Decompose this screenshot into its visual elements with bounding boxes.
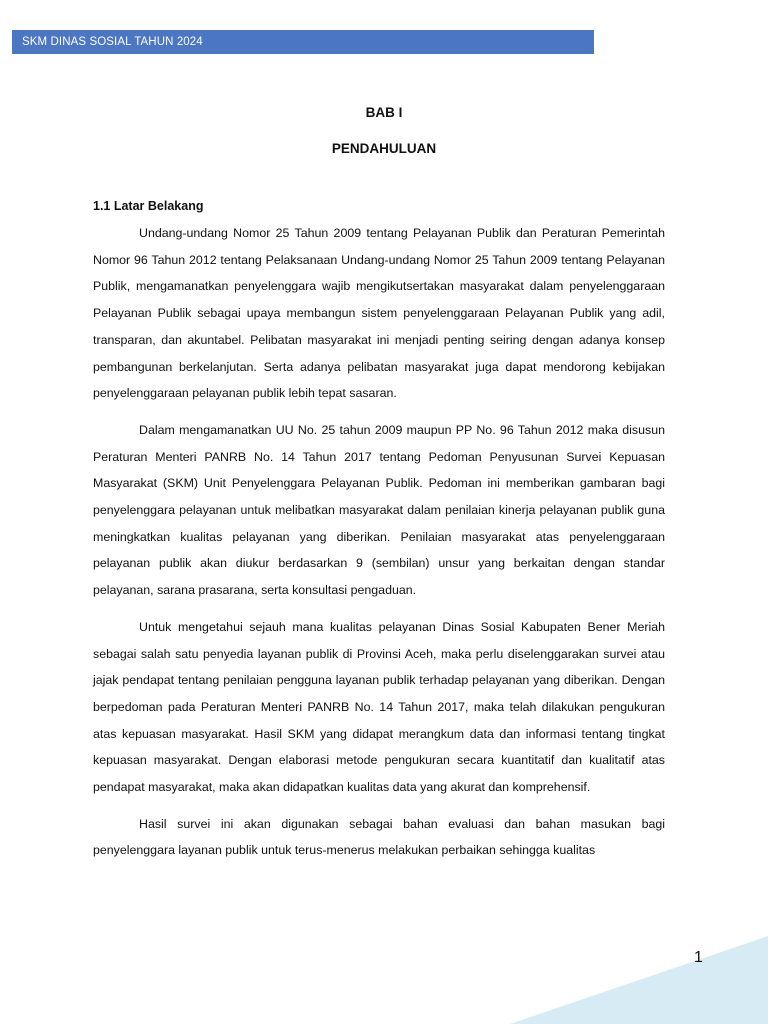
page-number: 1 [694, 949, 703, 966]
paragraph: Untuk mengetahui sejauh mana kualitas pelayanan Dinas Sosial Kabupaten Bener Meriah sebagai salah satu penyedia layanan publik di Provinsi Aceh, maka perlu diselenggarakan survei atau jajak pendapat tentang penilaian pengguna layanan publik terhadap pelayanan yang diberikan. Dengan berpedoman pada Peraturan Menteri PANRB No. 14 Tahun 2017, maka telah dilakukan pengukuran atas kepuasan masyarakat. Hasil SKM yang didapat merangkum data dan informasi tentang tingkat kepuasan masyarakat. Dengan elaborasi metode pengukuran secara kuantitatif dan kualitatif atas pendapat masyarakat, maka akan didapatkan kualitas data yang akurat dan komprehensif. [93, 619, 665, 795]
paragraph: Undang-undang Nomor 25 Tahun 2009 tentang Pelayanan Publik dan Peraturan Pemerintah Nomor 96 Tahun 2012 tentang Pelaksanaan Undang-undang Nomor 25 Tahun 2009 tentang Pelayanan Publik, mengamanatkan penyelenggara wajib mengikutsertakan masyarakat dalam penyelenggaraan Pelayanan Publik sebagai upaya membangun sistem penyelenggaraan Pelayanan Publik yang adil, transparan, dan akuntabel. Pelibatan masyarakat ini menjadi penting seiring dengan adanya konsep pembangunan berkelanjutan. Serta adanya pelibatan masyarakat juga dapat mendorong kebijakan penyelenggaraan pelayanan publik lebih tepat sasaran. [93, 226, 665, 401]
paragraph: Dalam mengamanatkan UU No. 25 tahun 2009 maupun PP No. 96 Tahun 2012 maka disusun Peraturan Menteri PANRB No. 14 Tahun 2017 tentang Pedoman Penyusunan Survei Kepuasan Masyarakat (SKM) Unit Penyelenggara Pelayanan Publik. Pedoman ini memberikan gambaran bagi penyelenggara pelayanan untuk melibatkan masyarakat dalam penilaian kinerja pelayanan publik guna meningkatkan kualitas pelayanan yang diberikan. Penilaian masyarakat atas penyelenggaraan pelayanan publik akan diukur berdasarkan 9 (sembilan) unsur yang berkaitan dengan standar pelayanan, sarana prasarana, serta konsultasi pengaduan. [93, 422, 665, 598]
chapter-number: BAB I [365, 105, 403, 120]
paragraph: Hasil survei ini akan digunakan sebagai bahan evaluasi dan bahan masukan bagi penyelenggara layanan publik untuk terus-menerus melakukan perbaikan sehingga kualitas [93, 816, 665, 858]
section-heading: 1.1 Latar Belakang [93, 199, 204, 213]
document-header-title: SKM DINAS SOSIAL TAHUN 2024 [22, 36, 203, 48]
document-header-bar [12, 30, 594, 54]
section-body [93, 220, 665, 874]
chapter-title: PENDAHULUAN [331, 141, 437, 156]
